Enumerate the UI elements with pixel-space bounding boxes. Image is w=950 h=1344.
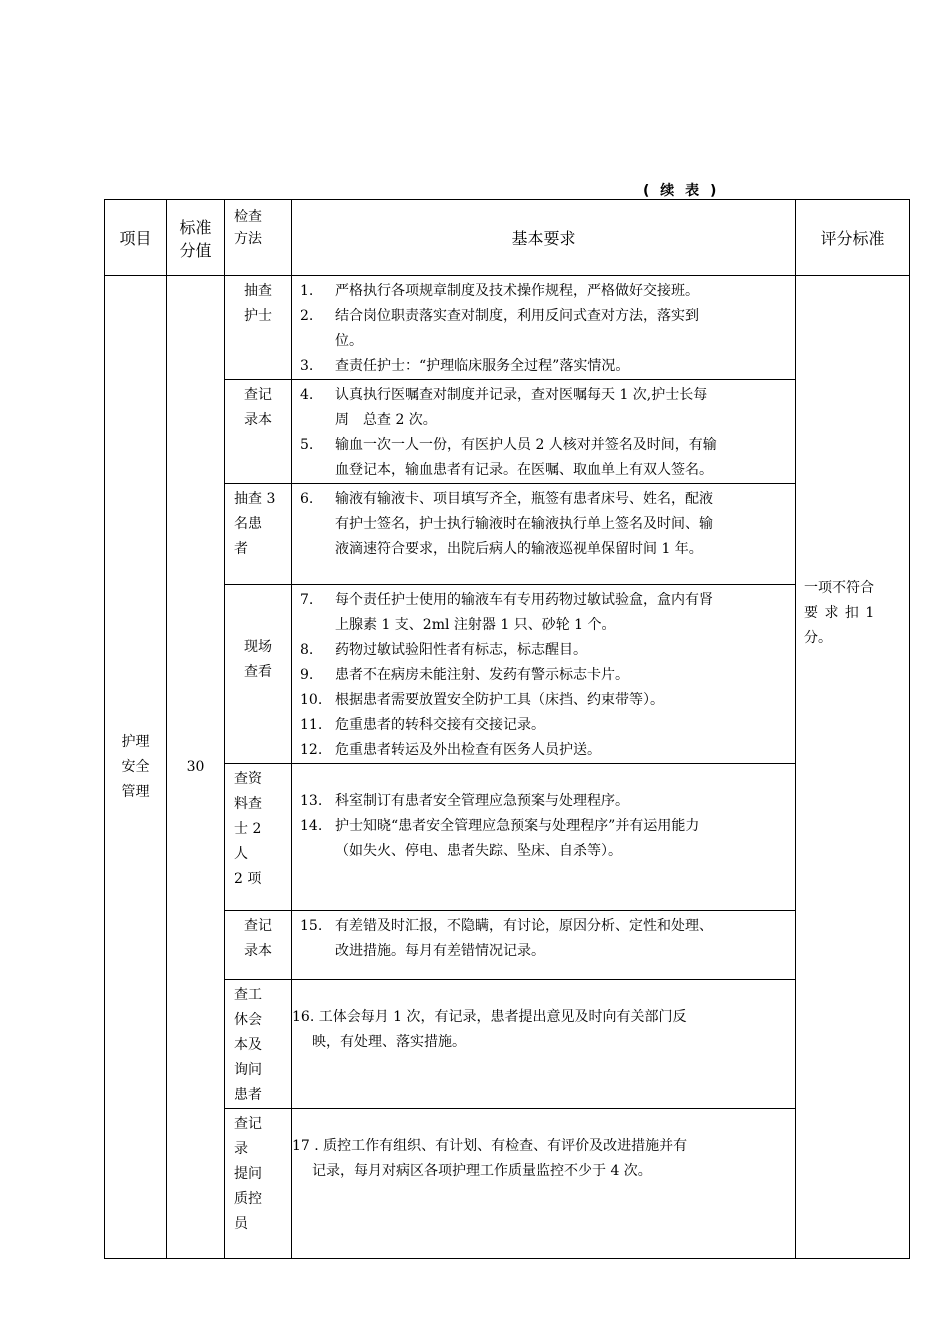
header-method: 检查 方法 (225, 200, 292, 276)
check-method: 查工 休会 本及 询问 患者 (225, 980, 292, 1109)
list-item: 7. 每个责任护士使用的输液车有专用药物过敏试验盒，盒内有肾 上腺素 1 支、2ml 注射器 1 只、砂轮 1 个。 (300, 592, 713, 633)
check-method: 查资 料查 士 2 人 2 项 (225, 764, 292, 911)
score-value: 30 (167, 276, 225, 1259)
check-method: 抽查 护士 (225, 276, 292, 380)
requirements-cell (292, 484, 796, 585)
table-row (105, 1109, 910, 1259)
check-method: 查记 录 提问 质控 员 (225, 1109, 292, 1259)
header-score-value: 标准 分值 (167, 200, 225, 276)
header-item: 项目 (105, 200, 167, 276)
header-criteria: 评分标准 (796, 200, 910, 276)
nursing-safety-table (104, 199, 910, 1259)
list-item: 8. 药物过敏试验阳性者有标志，标志醒目。 (300, 642, 587, 658)
list-item: 12. 危重患者转运及外出检查有医务人员护送。 (300, 742, 601, 758)
check-method: 查记 录本 (225, 911, 292, 980)
list-item: 14. 护士知晓“患者安全管理应急预案与处理程序”并有运用能力 （如失火、停电、患者失踪、坠床、自杀等）。 (300, 818, 700, 859)
continued-label: ( 续 表 ) (643, 183, 720, 199)
table-row (105, 585, 910, 764)
list-item: 5. 输血一次一人一份，有医护人员 2 人核对并签名及时间，有输 血登记本，输血患者有记录。在医嘱、取血单上有双人签名。 (300, 437, 717, 478)
list-item: 10. 根据患者需要放置安全防护工具（床挡、约束带等）。 (300, 692, 664, 708)
requirements-cell (292, 980, 796, 1109)
list-item: 17 . 质控工作有组织、有计划、有检查、有评价及改进措施并有 (292, 1138, 688, 1154)
table-row (105, 980, 910, 1109)
scoring-criteria: 一项不符合 要 求 扣 1 分。 (796, 276, 910, 1259)
list-item-continuation: 记录，每月对病区各项护理工作质量监控不少于 4 次。 (312, 1163, 652, 1179)
list-item: 1. 严格执行各项规章制度及技术操作规程，严格做好交接班。 (300, 283, 699, 299)
check-method: 现场 查看 (225, 585, 292, 764)
list-item: 9. 患者不在病房未能注射、发药有警示标志卡片。 (300, 667, 629, 683)
table-row (105, 380, 910, 484)
list-item-continuation: 映，有处理、落实措施。 (312, 1034, 466, 1050)
header-row (105, 200, 910, 276)
table-row (105, 484, 910, 585)
table-row (105, 276, 910, 380)
requirements-cell (292, 276, 796, 380)
header-requirements: 基本要求 (292, 200, 796, 276)
requirements-cell (292, 585, 796, 764)
item-name: 护理 安全 管理 (105, 276, 167, 1259)
table-row (105, 764, 910, 911)
list-item: 2. 结合岗位职责落实查对制度，利用反问式查对方法，落实到 位。 (300, 308, 699, 349)
list-item: 13. 科室制订有患者安全管理应急预案与处理程序。 (300, 793, 629, 809)
list-item: 15. 有差错及时汇报，不隐瞒，有讨论，原因分析、定性和处理、 改进措施。每月有差错情况记录。 (300, 918, 713, 959)
check-method: 查记 录本 (225, 380, 292, 484)
list-item: 4. 认真执行医嘱查对制度并记录，查对医嘱每天 1 次,护士长每 周 总查 2 次。 (300, 387, 708, 428)
list-item: 3. 查责任护士：“护理临床服务全过程”落实情况。 (300, 358, 630, 374)
requirements-cell (292, 1109, 796, 1259)
list-item: 11. 危重患者的转科交接有交接记录。 (300, 717, 545, 733)
requirements-cell (292, 380, 796, 484)
check-method: 抽查 3 名患 者 (225, 484, 292, 585)
requirements-cell (292, 764, 796, 911)
table-row (105, 911, 910, 980)
requirements-cell (292, 911, 796, 980)
list-item: 16. 工体会每月 1 次，有记录，患者提出意见及时向有关部门反 (292, 1009, 687, 1025)
list-item: 6. 输液有输液卡、项目填写齐全，瓶签有患者床号、姓名，配液 有护士签名，护士执行输液时在输液执行单上签名及时间、输 液滴速符合要求，出院后病人的输液巡视单保留时间 1 年。 (300, 491, 713, 557)
